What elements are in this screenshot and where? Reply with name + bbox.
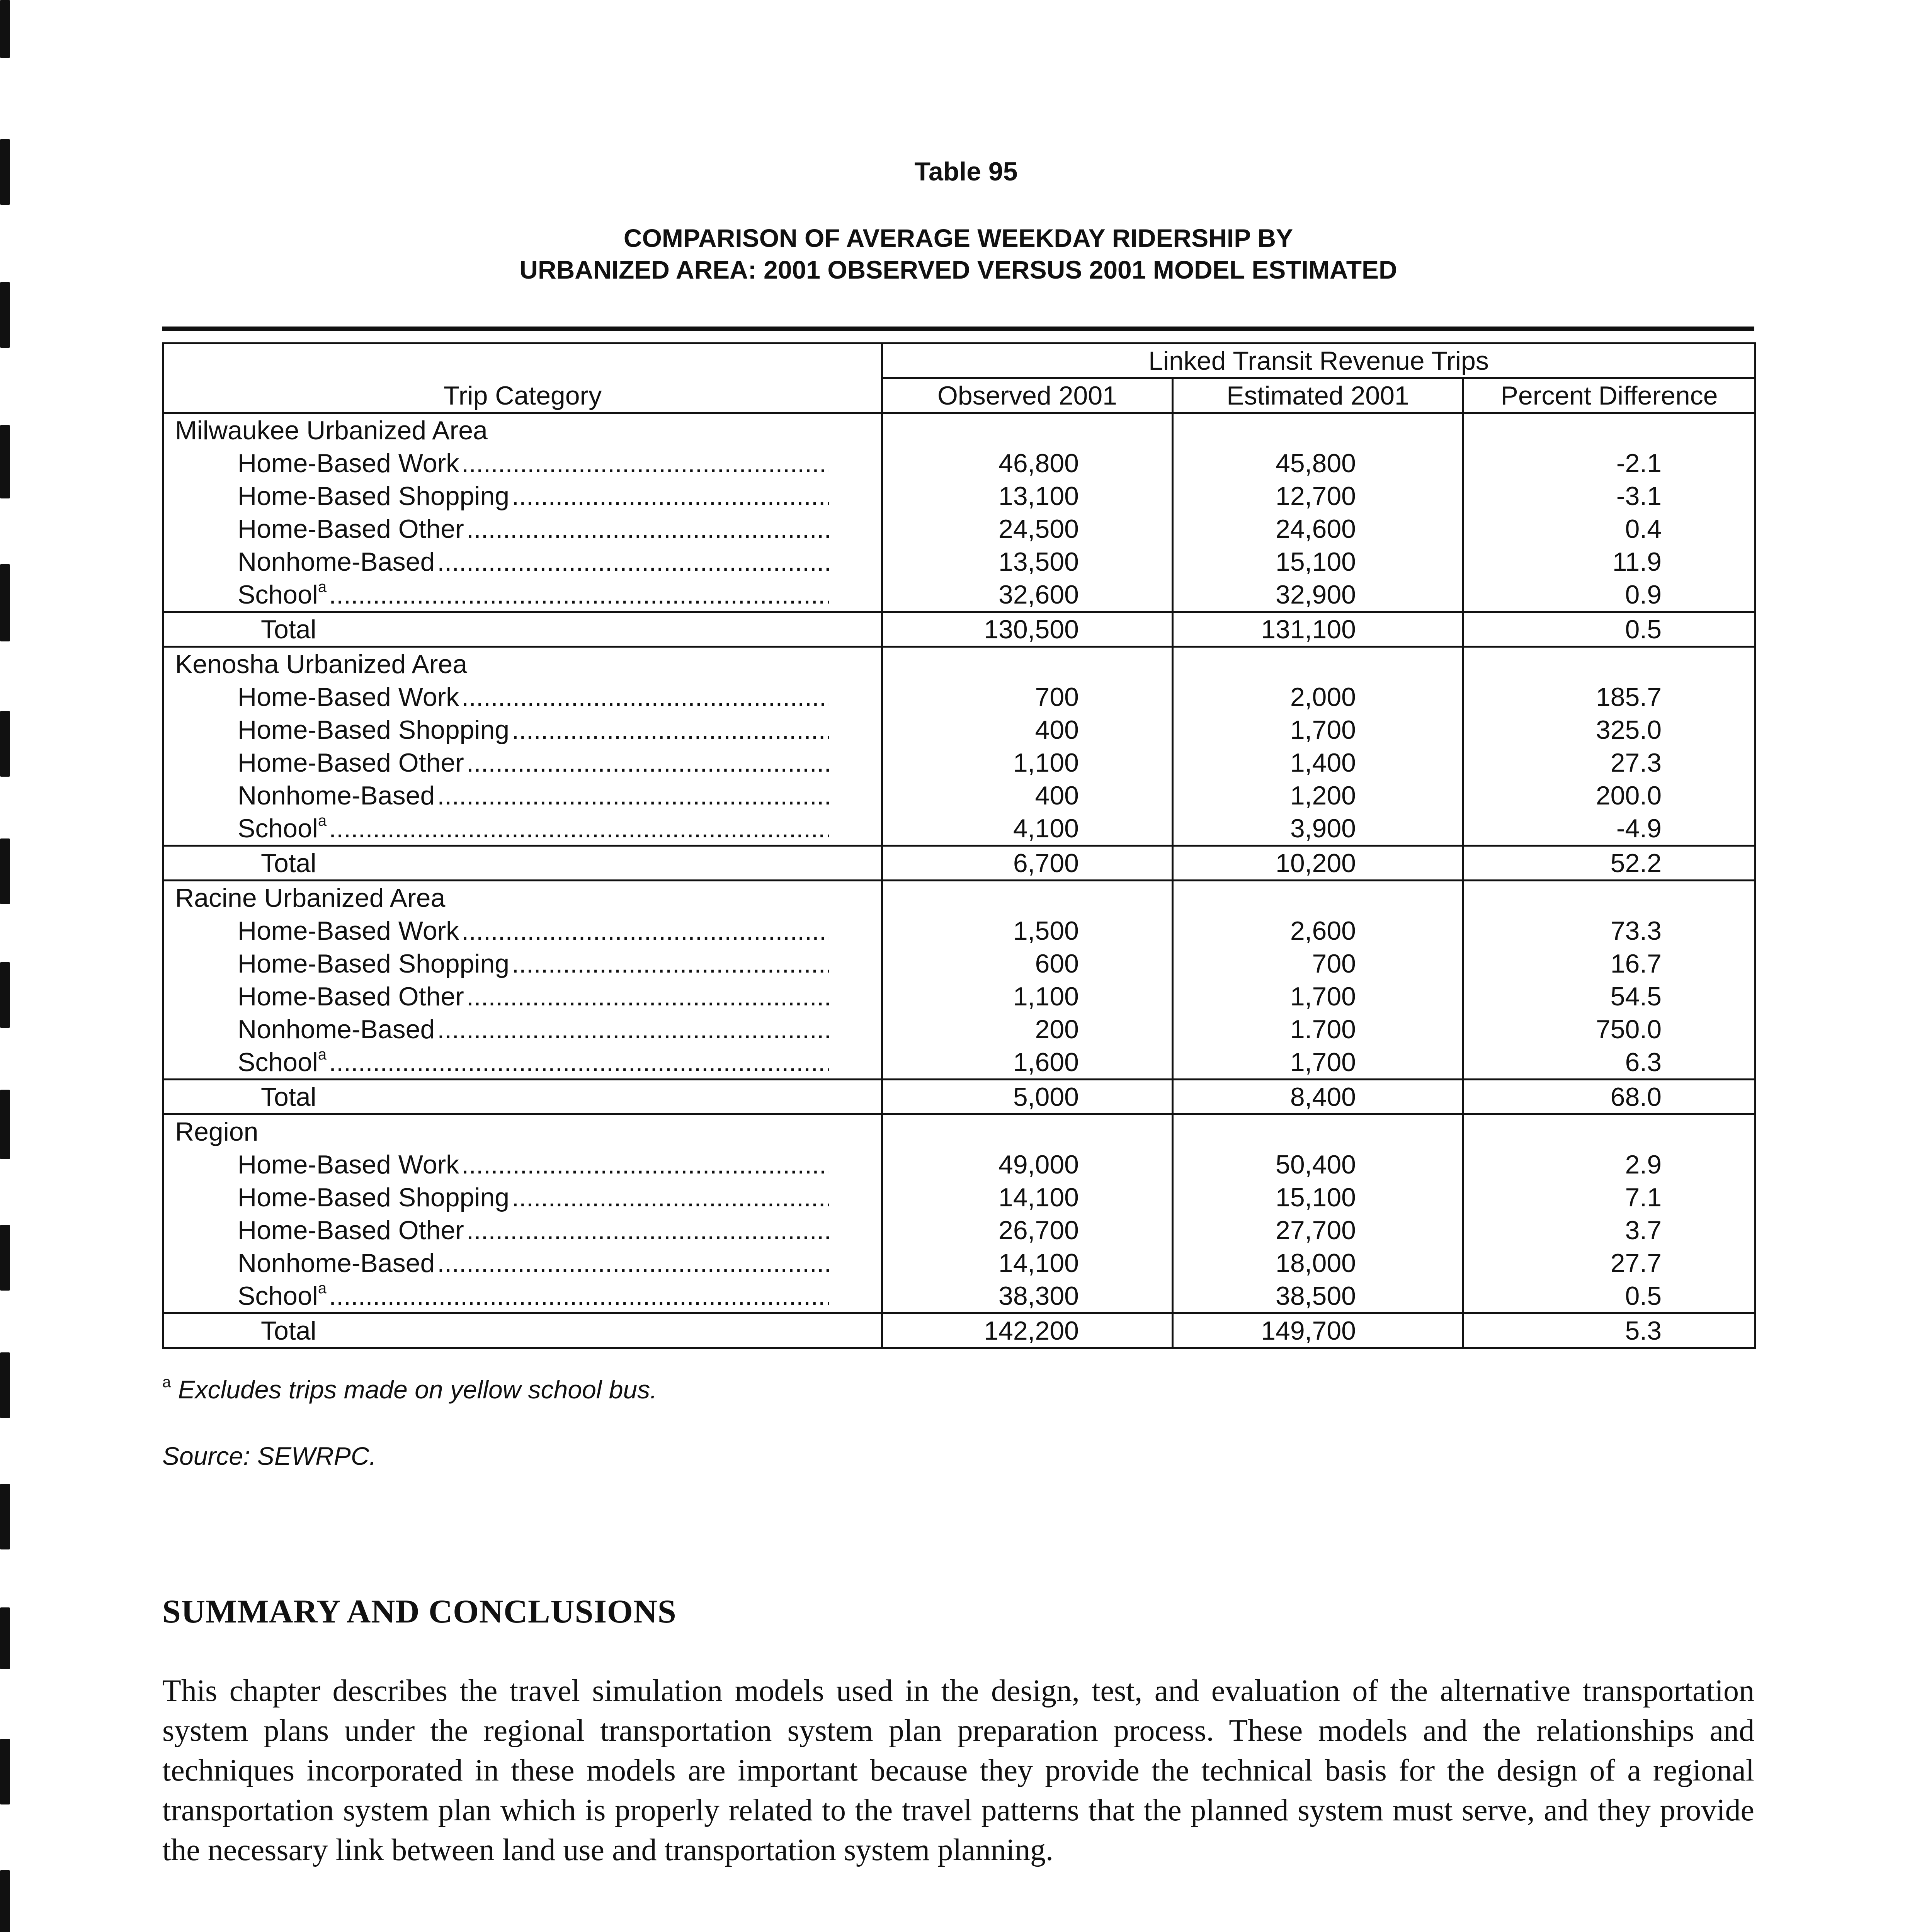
- trip-category-text: Home-Based Other: [238, 514, 464, 544]
- dot-leader: [461, 1148, 829, 1181]
- dot-leader: [437, 1013, 829, 1046]
- trip-category-text: Home-Based Shopping: [238, 1183, 510, 1212]
- percent-cell: 73.3: [1463, 914, 1755, 947]
- estimated-cell: 1.700: [1173, 1013, 1463, 1046]
- total-observed-cell: 130,500: [882, 612, 1173, 647]
- total-row: [163, 612, 1755, 647]
- table-row: [163, 1181, 1755, 1214]
- trip-category-cell: [163, 578, 882, 612]
- empty-cell: [1173, 881, 1463, 915]
- trip-category-leader: [238, 578, 829, 611]
- trip-category-leader: [238, 714, 829, 746]
- binding-mark: [0, 1484, 10, 1549]
- trip-category-label: [238, 747, 464, 779]
- trip-category-leader: [238, 747, 829, 779]
- trip-category-text: Home-Based Other: [238, 748, 464, 777]
- trip-category-text: Home-Based Other: [238, 982, 464, 1011]
- binding-mark: [0, 425, 10, 498]
- dot-leader: [466, 513, 829, 545]
- col-header-observed: Observed 2001: [882, 378, 1173, 413]
- observed-cell: 14,100: [882, 1247, 1173, 1279]
- table-row: [163, 980, 1755, 1013]
- observed-cell: 49,000: [882, 1148, 1173, 1181]
- table-top-rule: [162, 327, 1754, 331]
- binding-mark: [0, 1739, 10, 1804]
- empty-cell: [1463, 881, 1755, 915]
- empty-cell: [882, 881, 1173, 915]
- total-observed-cell: 142,200: [882, 1313, 1173, 1348]
- dot-leader: [512, 947, 829, 980]
- observed-cell: 13,100: [882, 480, 1173, 512]
- trip-category-label: [238, 1181, 509, 1214]
- table-row: [163, 914, 1755, 947]
- trip-category-label: [238, 480, 509, 512]
- table-row: [163, 578, 1755, 612]
- trip-category-cell: [163, 480, 882, 512]
- table-row: [163, 545, 1755, 578]
- estimated-cell: 1,200: [1173, 779, 1463, 812]
- footnote: [162, 1375, 657, 1404]
- empty-cell: [1463, 413, 1755, 447]
- observed-cell: 38,300: [882, 1279, 1173, 1313]
- trip-category-cell: [163, 812, 882, 846]
- section-header-row: [163, 413, 1755, 447]
- trip-category-leader: [238, 1214, 829, 1247]
- observed-cell: 700: [882, 680, 1173, 713]
- trip-category-leader: [238, 681, 829, 713]
- trip-category-leader: [238, 1181, 829, 1214]
- trip-category-cell: [163, 1046, 882, 1080]
- table-row: [163, 812, 1755, 846]
- trip-category-label: [238, 980, 464, 1013]
- col-header-trip-category: Trip Category: [163, 378, 882, 413]
- trip-category-label: [238, 1148, 459, 1181]
- observed-cell: 4,100: [882, 812, 1173, 846]
- trip-category-label: [238, 1046, 327, 1078]
- trip-category-text: Home-Based Shopping: [238, 715, 510, 745]
- estimated-cell: 38,500: [1173, 1279, 1463, 1313]
- total-percent-cell: 68.0: [1463, 1080, 1755, 1114]
- trip-category-leader: [238, 1247, 829, 1279]
- trip-category-cell: [163, 1148, 882, 1181]
- trip-category-text: Home-Based Shopping: [238, 481, 510, 511]
- estimated-cell: 45,800: [1173, 447, 1463, 480]
- body-paragraph-1: This chapter describes the travel simulation models used in the design, test, and evaluation of the alternative transportation system plans under the regional transportation system plan preparation process. These models and the relationships and techniques incorporated in these models are important because they provide the technical basis for the design of a regional transportation system plan which is properly related to the travel patterns that the planned system must serve, and they provide the necessary link between land use and transportation system planning.: [162, 1674, 1754, 1867]
- observed-cell: 13,500: [882, 545, 1173, 578]
- footnote-ref: a: [318, 578, 327, 596]
- table-row: [163, 779, 1755, 812]
- trip-category-leader: [238, 1280, 829, 1312]
- total-label: Total: [163, 846, 882, 881]
- total-row: [163, 1080, 1755, 1114]
- observed-cell: 400: [882, 713, 1173, 746]
- ridership-table: [162, 342, 1756, 1349]
- percent-cell: 0.9: [1463, 578, 1755, 612]
- group-header: Linked Transit Revenue Trips: [882, 344, 1755, 378]
- total-row: [163, 846, 1755, 881]
- trip-category-label: [238, 1214, 464, 1247]
- trip-category-cell: [163, 1279, 882, 1313]
- table-row: [163, 680, 1755, 713]
- estimated-cell: 700: [1173, 947, 1463, 980]
- trip-category-leader: [238, 980, 829, 1013]
- observed-cell: 200: [882, 1013, 1173, 1046]
- total-estimated-cell: 149,700: [1173, 1313, 1463, 1348]
- trip-category-leader: [238, 546, 829, 578]
- percent-cell: -2.1: [1463, 447, 1755, 480]
- empty-cell: [1173, 1114, 1463, 1148]
- total-label: Total: [163, 1313, 882, 1348]
- dot-leader: [466, 980, 829, 1013]
- percent-cell: 3.7: [1463, 1214, 1755, 1247]
- table-row: [163, 447, 1755, 480]
- source-note: Source: SEWRPC.: [162, 1442, 376, 1470]
- total-estimated-cell: 131,100: [1173, 612, 1463, 647]
- footnote-text: Excludes trips made on yellow school bus.: [178, 1375, 657, 1404]
- trip-category-cell: [163, 1181, 882, 1214]
- estimated-cell: 3,900: [1173, 812, 1463, 846]
- trip-category-label: [238, 812, 327, 845]
- trip-category-leader: [238, 915, 829, 947]
- table-title-line-2: URBANIZED AREA: 2001 OBSERVED VERSUS 2001 MODEL ESTIMATED: [519, 255, 1397, 284]
- observed-cell: 1,500: [882, 914, 1173, 947]
- dot-leader: [329, 812, 829, 845]
- total-observed-cell: 6,700: [882, 846, 1173, 881]
- trip-category-text: Home-Based Work: [238, 682, 459, 712]
- dot-leader: [437, 779, 829, 812]
- percent-cell: 16.7: [1463, 947, 1755, 980]
- percent-cell: 54.5: [1463, 980, 1755, 1013]
- empty-cell: [1173, 413, 1463, 447]
- observed-cell: 1,100: [882, 746, 1173, 779]
- trip-category-cell: [163, 545, 882, 578]
- trip-category-leader: [238, 1148, 829, 1181]
- trip-category-text: Nonhome-Based: [238, 1015, 435, 1044]
- trip-category-cell: [163, 1214, 882, 1247]
- trip-category-label: [238, 915, 459, 947]
- trip-category-leader: [238, 947, 829, 980]
- trip-category-cell: [163, 914, 882, 947]
- empty-cell: [882, 647, 1173, 681]
- estimated-cell: 2,000: [1173, 680, 1463, 713]
- empty-cell: [1463, 647, 1755, 681]
- trip-category-leader: [238, 1013, 829, 1046]
- binding-mark: [0, 1607, 10, 1669]
- footnote-ref: a: [318, 1280, 327, 1297]
- dot-leader: [329, 578, 829, 611]
- trip-category-cell: [163, 447, 882, 480]
- table-row: [163, 1148, 1755, 1181]
- dot-leader: [329, 1046, 829, 1078]
- estimated-cell: 1,700: [1173, 713, 1463, 746]
- percent-cell: 27.7: [1463, 1247, 1755, 1279]
- section-name: Kenosha Urbanized Area: [163, 647, 882, 681]
- col-header-estimated: Estimated 2001: [1173, 378, 1463, 413]
- trip-category-text: Nonhome-Based: [238, 547, 435, 577]
- observed-cell: 400: [882, 779, 1173, 812]
- trip-category-label: [238, 546, 435, 578]
- percent-cell: 7.1: [1463, 1181, 1755, 1214]
- observed-cell: 1,600: [882, 1046, 1173, 1080]
- trip-category-leader: [238, 447, 829, 480]
- observed-cell: 14,100: [882, 1181, 1173, 1214]
- trip-category-cell: [163, 746, 882, 779]
- trip-category-cell: [163, 1013, 882, 1046]
- estimated-cell: 15,100: [1173, 1181, 1463, 1214]
- table-row: [163, 480, 1755, 512]
- binding-mark: [0, 1225, 10, 1291]
- binding-mark: [0, 282, 10, 348]
- table-row: [163, 1279, 1755, 1313]
- estimated-cell: 1,400: [1173, 746, 1463, 779]
- footnote-ref: a: [318, 1046, 327, 1063]
- binding-mark: [0, 139, 10, 205]
- observed-cell: 600: [882, 947, 1173, 980]
- trip-category-label: [238, 714, 509, 746]
- estimated-cell: 1,700: [1173, 1046, 1463, 1080]
- trip-category-cell: [163, 680, 882, 713]
- section-name: Region: [163, 1114, 882, 1148]
- estimated-cell: 32,900: [1173, 578, 1463, 612]
- percent-cell: 2.9: [1463, 1148, 1755, 1181]
- trip-category-cell: [163, 947, 882, 980]
- header-spacer-cell: [163, 344, 882, 378]
- total-label: Total: [163, 1080, 882, 1114]
- trip-category-leader: [238, 513, 829, 545]
- section-header-row: [163, 881, 1755, 915]
- trip-category-label: [238, 1013, 435, 1046]
- total-percent-cell: 5.3: [1463, 1313, 1755, 1348]
- estimated-cell: 2,600: [1173, 914, 1463, 947]
- observed-cell: 46,800: [882, 447, 1173, 480]
- dot-leader: [437, 546, 829, 578]
- table-header: [162, 156, 1754, 286]
- trip-category-label: [238, 578, 327, 611]
- footnote-ref: a: [318, 812, 327, 830]
- estimated-cell: 50,400: [1173, 1148, 1463, 1181]
- binding-mark: [0, 711, 10, 777]
- binding-mark: [0, 1352, 10, 1418]
- section-header-row: [163, 647, 1755, 681]
- trip-category-leader: [238, 1046, 829, 1078]
- table-header-row-2: [163, 378, 1755, 413]
- dot-leader: [512, 714, 829, 746]
- trip-category-label: [238, 1280, 327, 1312]
- trip-category-label: [238, 779, 435, 812]
- estimated-cell: 15,100: [1173, 545, 1463, 578]
- observed-cell: 32,600: [882, 578, 1173, 612]
- binding-mark: [0, 838, 10, 904]
- percent-cell: 750.0: [1463, 1013, 1755, 1046]
- trip-category-text: School: [238, 580, 318, 609]
- dot-leader: [512, 1181, 829, 1214]
- estimated-cell: 12,700: [1173, 480, 1463, 512]
- table-number: Table 95: [914, 157, 1018, 186]
- trip-category-text: Nonhome-Based: [238, 781, 435, 810]
- percent-cell: 185.7: [1463, 680, 1755, 713]
- trip-category-label: [238, 513, 464, 545]
- empty-cell: [882, 413, 1173, 447]
- percent-cell: 6.3: [1463, 1046, 1755, 1080]
- table-body: [163, 413, 1755, 1348]
- total-percent-cell: 0.5: [1463, 612, 1755, 647]
- section-heading: SUMMARY AND CONCLUSIONS: [162, 1593, 677, 1630]
- table-row: [163, 1247, 1755, 1279]
- observed-cell: 26,700: [882, 1214, 1173, 1247]
- table-row: [163, 1214, 1755, 1247]
- observed-cell: 1,100: [882, 980, 1173, 1013]
- trip-category-text: School: [238, 1048, 318, 1077]
- trip-category-label: [238, 1247, 435, 1279]
- dot-leader: [329, 1280, 829, 1312]
- table-row: [163, 713, 1755, 746]
- trip-category-text: Nonhome-Based: [238, 1248, 435, 1278]
- table-row: [163, 947, 1755, 980]
- trip-category-label: [238, 681, 459, 713]
- dot-leader: [461, 681, 829, 713]
- estimated-cell: 1,700: [1173, 980, 1463, 1013]
- percent-cell: 200.0: [1463, 779, 1755, 812]
- empty-cell: [882, 1114, 1173, 1148]
- binding-mark: [0, 564, 10, 641]
- total-estimated-cell: 10,200: [1173, 846, 1463, 881]
- trip-category-label: [238, 447, 459, 480]
- dot-leader: [512, 480, 829, 512]
- percent-cell: 0.4: [1463, 512, 1755, 545]
- dot-leader: [461, 447, 829, 480]
- estimated-cell: 24,600: [1173, 512, 1463, 545]
- footnote-marker: a: [162, 1374, 171, 1391]
- estimated-cell: 27,700: [1173, 1214, 1463, 1247]
- total-estimated-cell: 8,400: [1173, 1080, 1463, 1114]
- trip-category-text: Home-Based Work: [238, 449, 459, 478]
- total-observed-cell: 5,000: [882, 1080, 1173, 1114]
- trip-category-text: School: [238, 814, 318, 843]
- dot-leader: [437, 1247, 829, 1279]
- empty-cell: [1173, 647, 1463, 681]
- section-header-row: [163, 1114, 1755, 1148]
- estimated-cell: 18,000: [1173, 1247, 1463, 1279]
- trip-category-cell: [163, 713, 882, 746]
- binding-mark: [0, 1870, 10, 1932]
- total-label: Total: [163, 612, 882, 647]
- percent-cell: -4.9: [1463, 812, 1755, 846]
- total-percent-cell: 52.2: [1463, 846, 1755, 881]
- trip-category-text: Home-Based Work: [238, 916, 459, 946]
- table-header-row-1: [163, 344, 1755, 378]
- binding-mark: [0, 0, 10, 58]
- table-title-line-1: COMPARISON OF AVERAGE WEEKDAY RIDERSHIP BY: [623, 224, 1293, 252]
- section-name: Milwaukee Urbanized Area: [163, 413, 882, 447]
- trip-category-leader: [238, 812, 829, 845]
- trip-category-cell: [163, 980, 882, 1013]
- trip-category-text: Home-Based Work: [238, 1150, 459, 1179]
- dot-leader: [461, 915, 829, 947]
- section-name: Racine Urbanized Area: [163, 881, 882, 915]
- trip-category-cell: [163, 512, 882, 545]
- percent-cell: 325.0: [1463, 713, 1755, 746]
- percent-cell: 11.9: [1463, 545, 1755, 578]
- binding-mark: [0, 1090, 10, 1159]
- percent-cell: 27.3: [1463, 746, 1755, 779]
- trip-category-text: Home-Based Shopping: [238, 949, 510, 978]
- dot-leader: [466, 1214, 829, 1247]
- empty-cell: [1463, 1114, 1755, 1148]
- table-row: [163, 1046, 1755, 1080]
- trip-category-cell: [163, 1247, 882, 1279]
- trip-category-leader: [238, 480, 829, 512]
- percent-cell: 0.5: [1463, 1279, 1755, 1313]
- observed-cell: 24,500: [882, 512, 1173, 545]
- trip-category-cell: [163, 779, 882, 812]
- table-row: [163, 746, 1755, 779]
- percent-cell: -3.1: [1463, 480, 1755, 512]
- col-header-percent: Percent Difference: [1463, 378, 1755, 413]
- binding-mark: [0, 962, 10, 1028]
- total-row: [163, 1313, 1755, 1348]
- dot-leader: [466, 747, 829, 779]
- table-row: [163, 1013, 1755, 1046]
- trip-category-leader: [238, 779, 829, 812]
- trip-category-text: Home-Based Other: [238, 1216, 464, 1245]
- trip-category-label: [238, 947, 509, 980]
- trip-category-text: School: [238, 1281, 318, 1311]
- table-row: [163, 512, 1755, 545]
